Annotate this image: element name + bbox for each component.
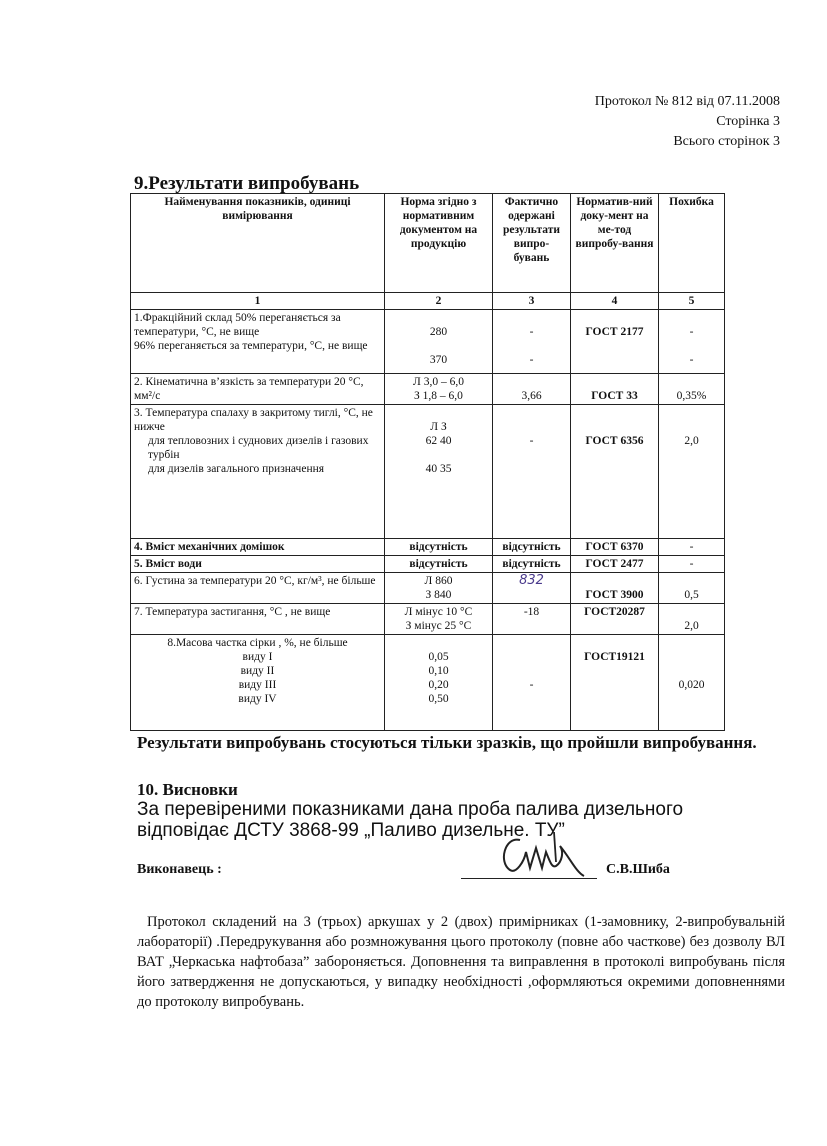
row-norm: відсутність — [385, 539, 493, 556]
table-header-row — [131, 194, 725, 293]
conclusion-text: За перевіреними показниками дана проба палива дизельного відповідає ДСТУ 3868-99 „Паливо дизельне. ТУ” — [137, 799, 684, 841]
table-row — [131, 604, 725, 635]
row-error: - — [659, 556, 725, 573]
protocol-header — [595, 92, 780, 152]
row-name: 5. Вміст води — [131, 556, 385, 573]
table-row — [131, 635, 725, 731]
col-number: 3 — [493, 293, 571, 310]
table-row — [131, 310, 725, 374]
row-result — [493, 573, 571, 604]
row-method: ГОСТ 2177 — [571, 310, 659, 374]
row-name: 2. Кінематична в’язкість за температури 20 °С, мм²/с — [131, 374, 385, 405]
section-9-title: 9.Результати випробувань — [134, 173, 360, 194]
protocol-number: Протокол № 812 від 07.11.2008 — [594, 94, 780, 109]
row-norm: Л мінус 10 °С З мінус 25 °С — [385, 604, 493, 635]
row-error: 0,5 — [659, 573, 725, 604]
row-method: ГОСТ20287 — [571, 604, 659, 635]
row-method: ГОСТ19121 — [571, 635, 659, 731]
row-error: - - — [659, 310, 725, 374]
row-error: 0,35% — [659, 374, 725, 405]
col-number: 4 — [571, 293, 659, 310]
row-norm: 0,05 0,10 0,20 0,50 — [385, 635, 493, 731]
row-error: 0,020 — [659, 635, 725, 731]
row-name: 8.Масова частка сірки , %, не більше виду І виду ІІ виду ІІІ виду ІV — [131, 635, 385, 731]
row-result: -18 — [493, 604, 571, 635]
total-pages: Всього сторінок 3 — [673, 134, 780, 149]
results-table — [130, 193, 725, 731]
row-name: 1.Фракційний склад 50% переганяється за температури, °С, не вище 96% переганяється за температури, °С, не вище — [131, 310, 385, 374]
header-cell: Норма згідно з нормативним документом на продукцію — [385, 194, 493, 293]
column-number-row — [131, 293, 725, 310]
results-note: Результати випробувань стосуються тільки зразків, що пройшли випробування. — [137, 733, 757, 752]
handwritten-density: 832 — [519, 573, 544, 588]
row-result: - - — [493, 310, 571, 374]
row-norm: Л 860 З 840 — [385, 573, 493, 604]
table-row — [131, 405, 725, 539]
executor-label: Виконавець : — [137, 862, 222, 877]
signature-line — [461, 878, 597, 879]
row-error: 2,0 — [659, 604, 725, 635]
row-method: ГОСТ 33 — [571, 374, 659, 405]
row-method: ГОСТ 3900 — [571, 573, 659, 604]
row-method: ГОСТ 6370 — [571, 539, 659, 556]
row-method: ГОСТ 2477 — [571, 556, 659, 573]
row-result: 3,66 — [493, 374, 571, 405]
row-norm: 280 370 — [385, 310, 493, 374]
row-name: 6. Густина за температури 20 °С, кг/м³, не більше — [131, 573, 385, 604]
header-cell: Похибка — [659, 194, 725, 293]
row-method: ГОСТ 6356 — [571, 405, 659, 539]
row-result: відсутність — [493, 539, 571, 556]
header-cell: Норматив-ний доку-мент на ме-тод випробу-вання — [571, 194, 659, 293]
signature-icon — [480, 822, 600, 882]
row-error: - — [659, 539, 725, 556]
row-norm: відсутність — [385, 556, 493, 573]
header-cell: Фактично одержані результати випро-бувань — [493, 194, 571, 293]
row-name: 7. Температура застигання, °С , не вище — [131, 604, 385, 635]
row-result: - — [493, 635, 571, 731]
row-norm: Л 3,0 – 6,0 З 1,8 – 6,0 — [385, 374, 493, 405]
table-row — [131, 539, 725, 556]
row-error: 2,0 — [659, 405, 725, 539]
row-name: 3. Температура спалаху в закритому тиглі, °С, не нижче для тепловозних і суднових дизелів і газових турбін для дизелів загального призначення — [131, 405, 385, 539]
footer-note: Протокол складений на 3 (трьох) аркушах у 2 (двох) примірниках (1-замовнику, 2-випробувальній лабораторії) .Передрукування або розмножування цього протоколу (повне або часткове) без дозволу ВЛ ВАТ „Черкаська нафтобаза” забороняється. Доповнення та виправлення в протоколі випробувань після його затвердження не допускаються, у випадку необхідності ,оформляються окремими доповненнями до протоколу випробувань. — [137, 914, 785, 1010]
row-norm: Л З 62 40 40 35 — [385, 405, 493, 539]
col-number: 1 — [131, 293, 385, 310]
table-row — [131, 556, 725, 573]
row-result: відсутність — [493, 556, 571, 573]
table-row — [131, 374, 725, 405]
header-cell: Найменування показників, одиниці вимірювання — [131, 194, 385, 293]
col-number: 5 — [659, 293, 725, 310]
col-number: 2 — [385, 293, 493, 310]
executor-name: С.В.Шиба — [606, 862, 670, 877]
section-10-title: 10. Висновки — [137, 780, 238, 799]
row-name: 4. Вміст механічних домішок — [131, 539, 385, 556]
table-row — [131, 573, 725, 604]
row-result: - — [493, 405, 571, 539]
page-number: Сторінка 3 — [716, 114, 780, 129]
